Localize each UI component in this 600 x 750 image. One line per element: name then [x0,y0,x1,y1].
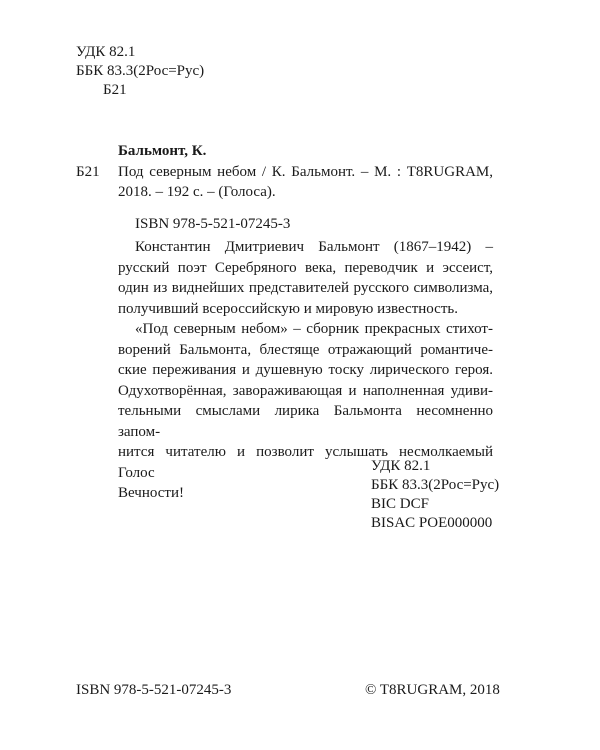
annotation-line: нится читателю и позволит услышать несмолкаемый Голос [118,444,493,481]
bic-code: BIC DCF [371,496,429,512]
udk-code-bottom: УДК 82.1 [371,458,431,474]
author-mark-record: Б21 [76,164,100,180]
bbk-code-bottom: ББК 83.3(2Рос=Рус) [371,477,500,493]
author-mark-top: Б21 [103,82,127,98]
description-line-1: Под северным небом / К. Бальмонт. – М. : T8RUGRAM, [118,164,493,180]
udk-code-top: УДК 82.1 [76,44,136,60]
annotation-line: Вечности! [118,485,184,501]
footer-copyright: © T8RUGRAM, 2018 [365,682,500,698]
annotation-line: Константин Дмитриевич Бальмонт (1867–1942) – [135,239,493,255]
annotation-line: один из виднейших представителей русского символизма, [118,280,493,296]
annotation-line: Одухотворённая, завораживающая и наполненная удиви- [118,382,493,399]
annotation-line: «Под северным небом» – сборник прекрасных стихот- [135,321,493,337]
annotation-line: тельными смыслами лирика Бальмонта несомненно запом- [118,403,493,440]
annotation-line: получивший всероссийскую и мировую известность. [118,300,458,317]
annotation-line: ские переживания и душевную тоску лирического героя. [118,362,493,378]
author-heading: Бальмонт, К. [118,143,207,159]
bbk-code-top: ББК 83.3(2Рос=Рус) [76,63,205,79]
annotation-paragraph-1 [118,237,493,319]
annotation-line: русский поэт Серебряного века, переводчик и эссеист, [118,259,493,276]
annotation-paragraph-2 [118,319,493,504]
annotation-line: ворений Бальмонта, блестяще отражающий романтиче- [118,341,493,358]
footer-isbn: ISBN 978-5-521-07245-3 [76,682,232,698]
bisac-code: BISAC POE000000 [371,515,493,531]
description-line-2: 2018. – 192 с. – (Голоса). [118,184,276,200]
isbn-record: ISBN 978-5-521-07245-3 [135,216,291,232]
